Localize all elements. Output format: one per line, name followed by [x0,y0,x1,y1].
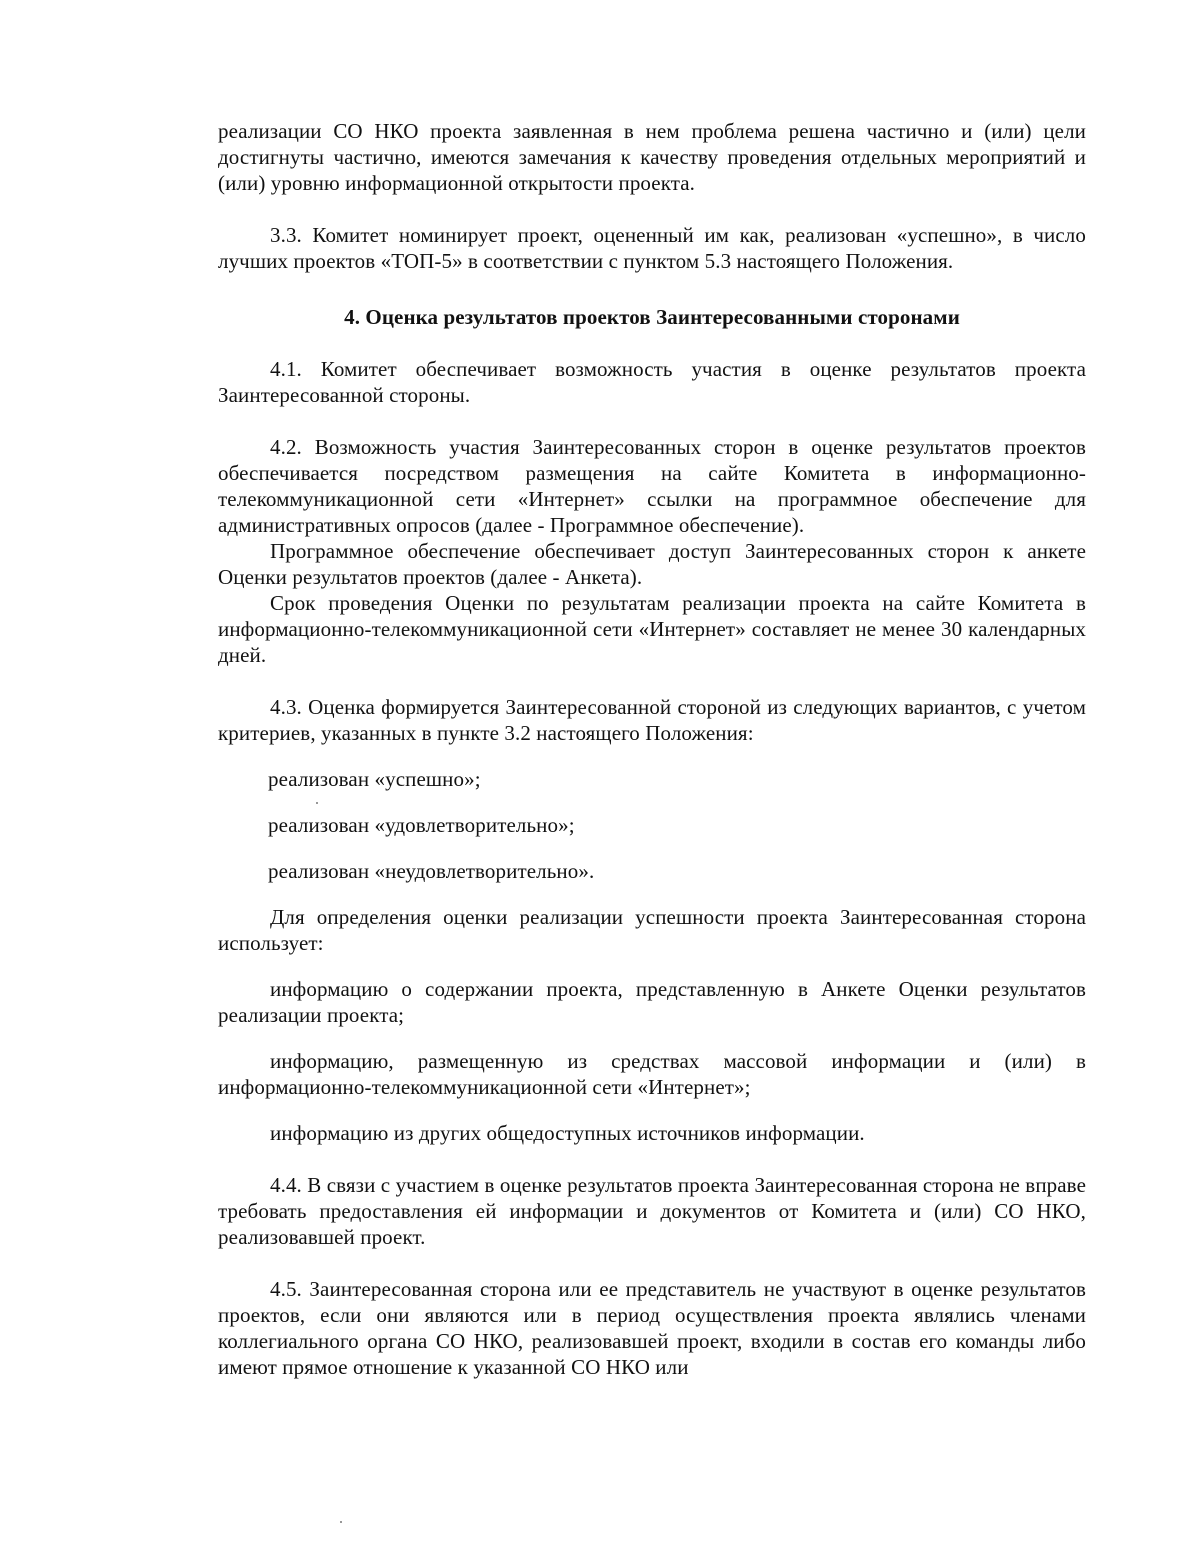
paragraph-4-5: 4.5. Заинтересованная сторона или ее представитель не участвуют в оценке результатов проектов, если они являются или в период осуществления проекта являлись членами коллегиального органа СО НКО, реализовавшей проект, входили в состав его команды либо имеют прямое отношение к указанной СО НКО или [218,1277,1086,1379]
paragraph-4-2-term: Срок проведения Оценки по результатам реализации проекта на сайте Комитета в информационно-телекоммуникационной сети «Интернет» составляет не менее 30 календарных дней. [218,591,1086,667]
paragraph-4-1: 4.1. Комитет обеспечивает возможность участия в оценке результатов проекта Заинтересованной стороны. [218,357,1086,407]
paragraph-4-4: 4.4. В связи с участием в оценке результатов проекта Заинтересованная сторона не вправе требовать предоставления ей информации и документов от Комитета и (или) СО НКО, реализовавшей проект. [218,1173,1086,1249]
section-4-heading: 4. Оценка результатов проектов Заинтересованными сторонами [344,305,960,329]
option-item: реализован «успешно»; [268,767,481,791]
document-body [218,118,1086,1380]
option-item: реализован «неудовлетворительно». [268,859,595,883]
paragraph-determine: Для определения оценки реализации успешности проекта Заинтересованная сторона использует: [218,905,1086,955]
scan-speck [316,802,318,804]
paragraph-4-2-software: Программное обеспечение обеспечивает доступ Заинтересованных сторон к анкете Оценки результатов проектов (далее - Анкета). [218,539,1086,589]
info-list-item: информацию, размещенную из средствах массовой информации и (или) в информационно-телекоммуникационной сети «Интернет»; [218,1049,1086,1099]
paragraph-4-2: 4.2. Возможность участия Заинтересованных сторон в оценке результатов проектов обеспечивается посредством размещения на сайте Комитета в информационно-телекоммуникационной сети «Интернет» ссылки на программное обеспечение для административных опросов (далее - Программное обеспечение). [218,435,1086,537]
scan-speck [340,1521,342,1523]
info-list-item: информацию о содержании проекта, представленную в Анкете Оценки результатов реализации проекта; [218,977,1086,1027]
info-list-item: информацию из других общедоступных источников информации. [270,1121,865,1145]
paragraph-4-3: 4.3. Оценка формируется Заинтересованной стороной из следующих вариантов, с учетом критериев, указанных в пункте 3.2 настоящего Положения: [218,695,1086,745]
paragraph-intro: реализации СО НКО проекта заявленная в нем проблема решена частично и (или) цели достигнуты частично, имеются замечания к качеству проведения отдельных мероприятий и (или) уровню информационной открытости проекта. [218,119,1086,195]
option-item: реализован «удовлетворительно»; [268,813,575,837]
paragraph-3-3: 3.3. Комитет номинирует проект, оцененный им как, реализован «успешно», в число лучших проектов «ТОП-5» в соответствии с пунктом 5.3 настоящего Положения. [218,223,1086,273]
